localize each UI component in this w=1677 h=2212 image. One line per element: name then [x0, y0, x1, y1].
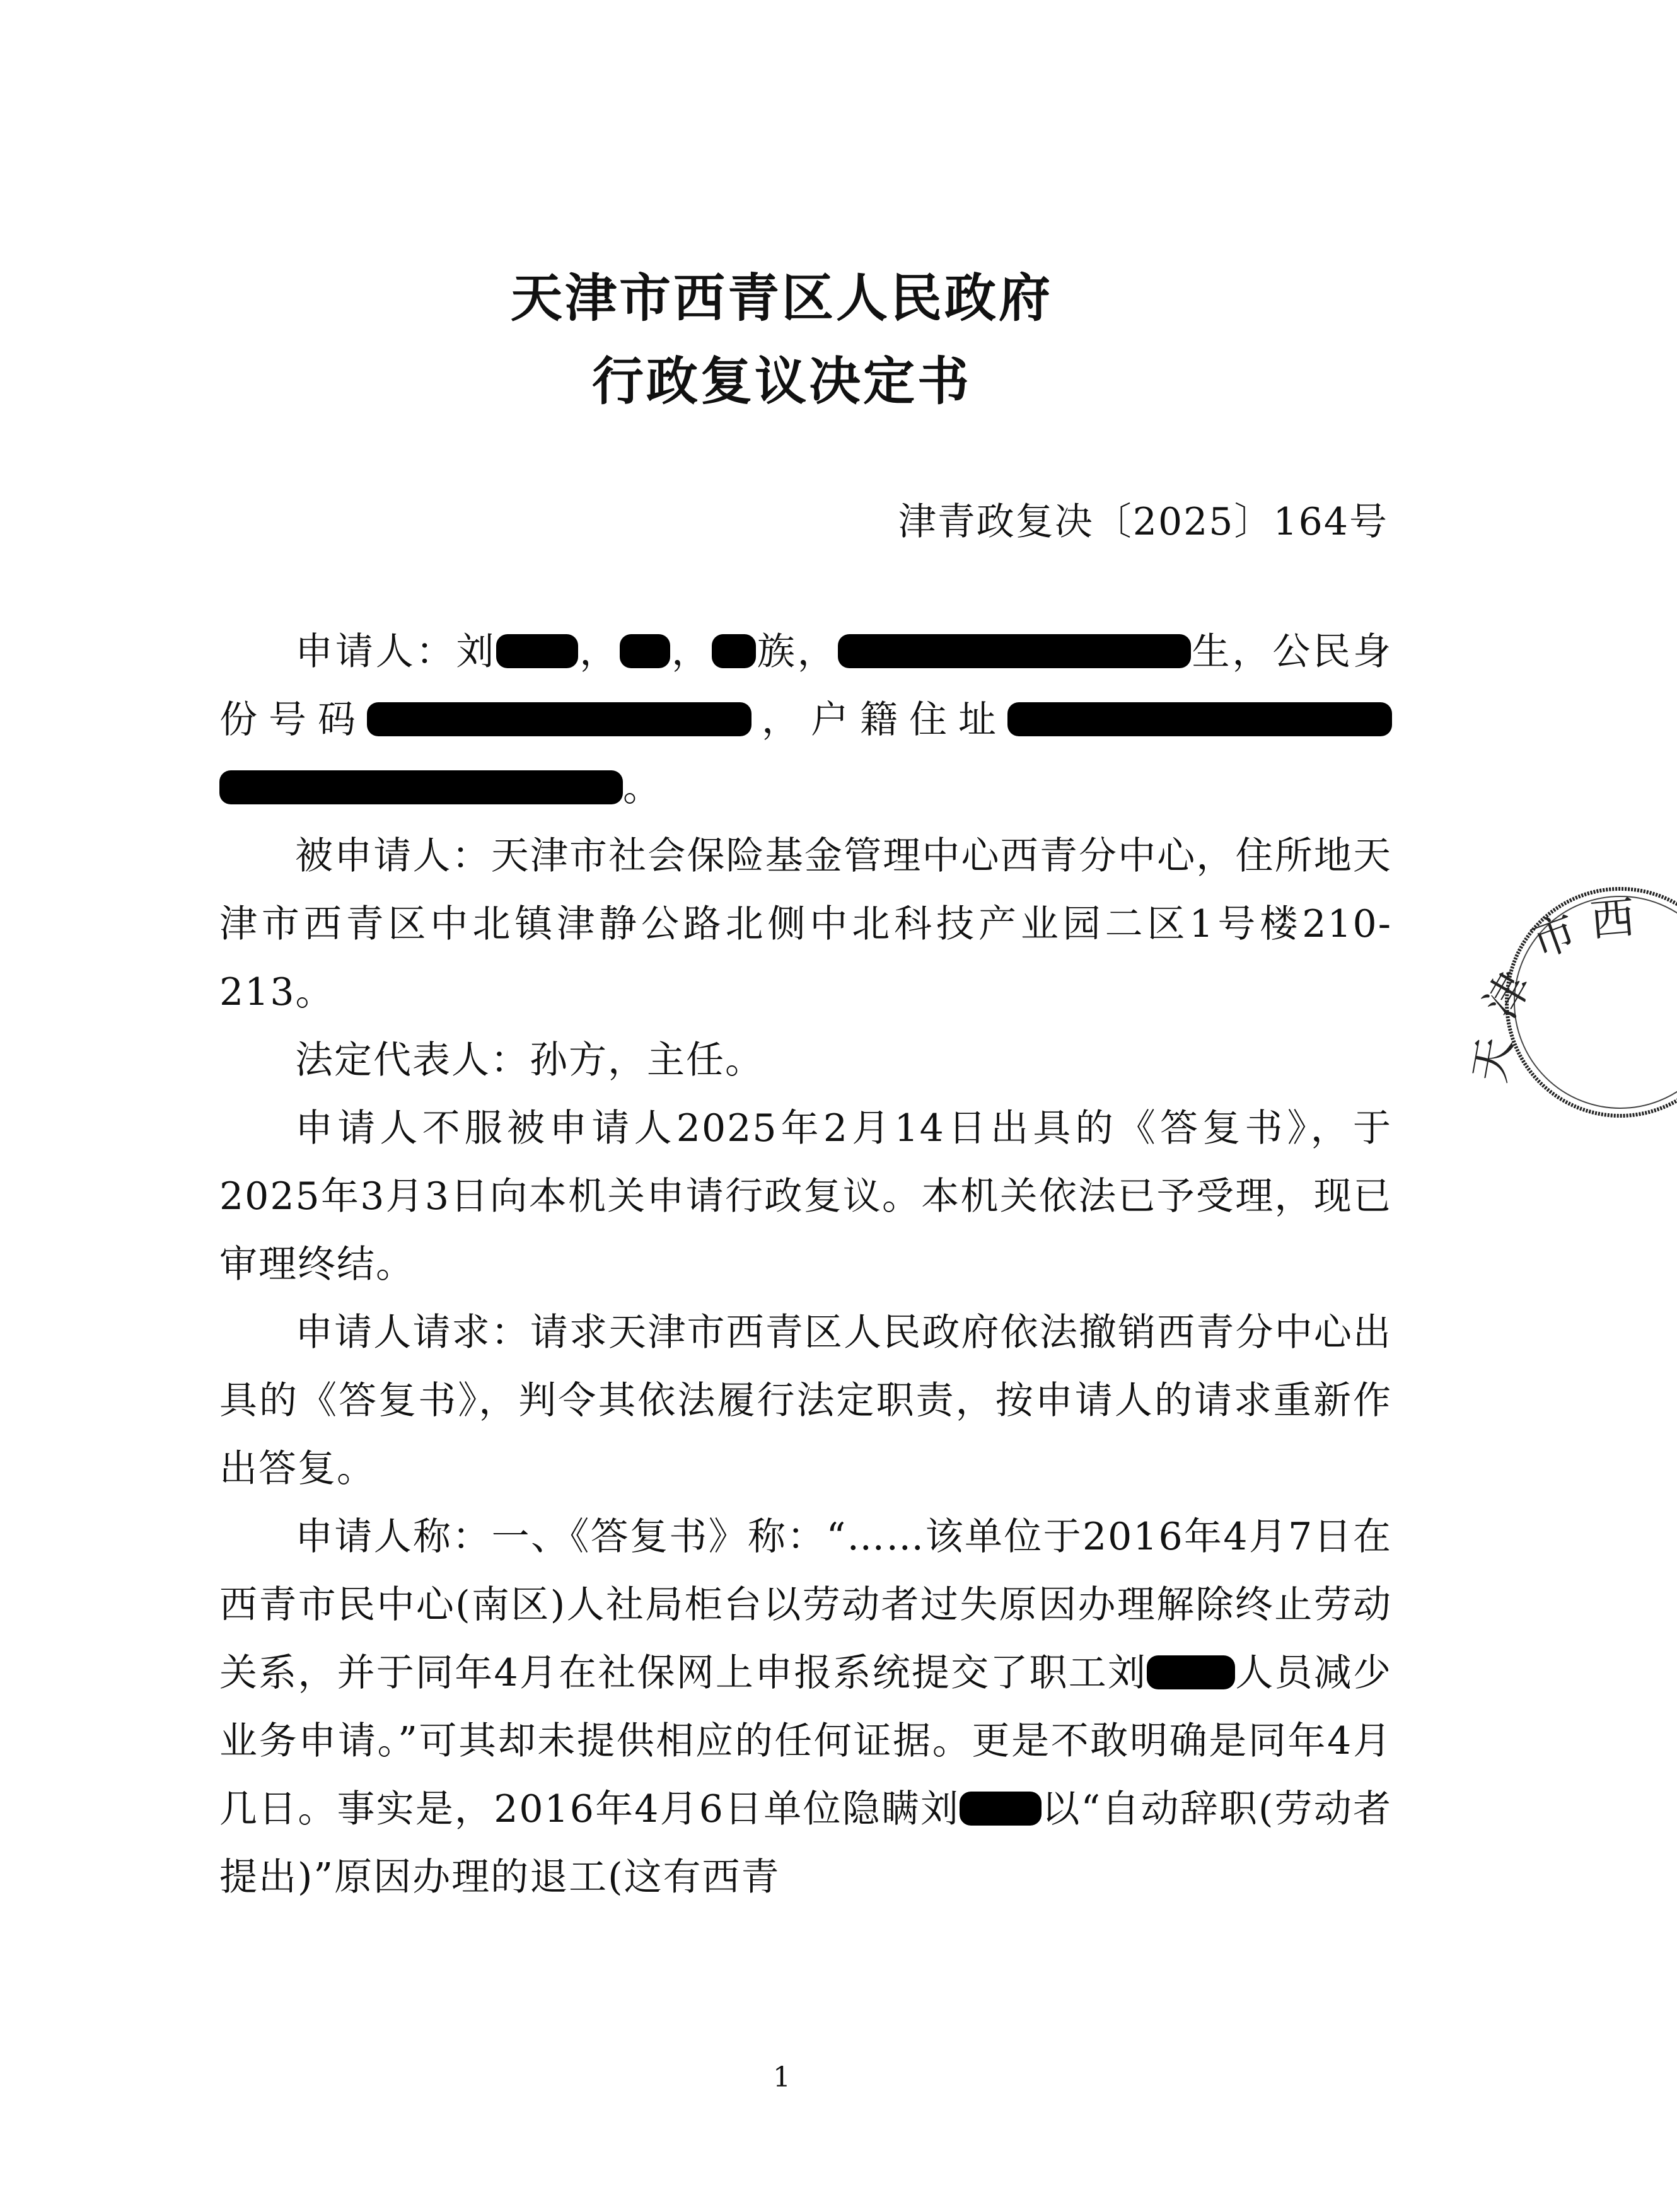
text-fragment: ， — [670, 630, 712, 674]
text-fragment: 生，公民身份号码 — [219, 630, 1393, 742]
svg-text:津: 津 — [1474, 962, 1541, 1027]
redaction-block — [219, 770, 623, 804]
applicant-statement-paragraph — [219, 1503, 1392, 1911]
text-fragment: ，户籍住址 — [751, 698, 1007, 742]
svg-text:西: 西 — [1588, 891, 1637, 947]
redaction-block — [496, 634, 578, 668]
applicant-paragraph — [219, 618, 1392, 822]
applicant-request-paragraph: 申请人请求：请求天津市西青区人民政府依法撤销西青分中心出具的《答复书》，判令其依法履行法定职责，按申请人的请求重新作出答复。 — [219, 1311, 1392, 1491]
text-fragment: 人员减少业务申请。”可其却未提供相应的任何证据。更是不敢明确是同年4月几日。事实是，2016年4月6日单位隐瞒刘 — [219, 1651, 1392, 1831]
text-fragment: 。 — [623, 766, 662, 810]
redaction-block — [960, 1792, 1042, 1826]
text-fragment: 以“自动辞职(劳动者提出)”原因办理的退工(这有西青 — [219, 1787, 1392, 1899]
text-fragment: ， — [578, 630, 620, 674]
redaction-block — [1147, 1655, 1235, 1689]
respondent-paragraph: 被申请人：天津市社会保险基金管理中心西青分中心，住所地天津市西青区中北镇津静公路北侧中北科技产业园二区1号楼210-213。 — [219, 834, 1392, 1014]
svg-text:市: 市 — [1524, 904, 1584, 968]
official-seal-icon — [1450, 876, 1677, 1128]
document-title-line1: 天津市西青区人民政府 — [510, 268, 1053, 328]
document-body — [219, 618, 1392, 1911]
text-fragment: 申请人称：一、《答复书》称：“……该单位于2016年4月7日在西青市民中心(南区)人社局柜台以劳动者过失原因办理解除终止劳动关系，并于同年4月在社保网上申报系统提交了职工刘 — [219, 1515, 1392, 1695]
document-title-line2: 行政复议决定书 — [591, 351, 972, 412]
applicant-label: 申请人：刘 — [295, 630, 497, 674]
redaction-block — [620, 634, 670, 668]
document-number: 津青政复决〔2025〕164号 — [898, 500, 1388, 544]
redaction-block — [367, 702, 751, 736]
svg-text:天: 天 — [1463, 1033, 1522, 1086]
page-number: 1 — [773, 2061, 791, 2093]
redaction-block — [712, 634, 756, 668]
case-acceptance-paragraph: 申请人不服被申请人2025年2月14日出具的《答复书》，于2025年3月3日向本机关申请行政复议。本机关依法已予受理，现已审理终结。 — [219, 1106, 1392, 1287]
text-fragment: 族， — [755, 630, 838, 674]
redaction-block — [838, 634, 1191, 668]
legal-representative-paragraph: 法定代表人：孙方，主任。 — [295, 1038, 764, 1082]
redaction-block — [1007, 702, 1392, 736]
